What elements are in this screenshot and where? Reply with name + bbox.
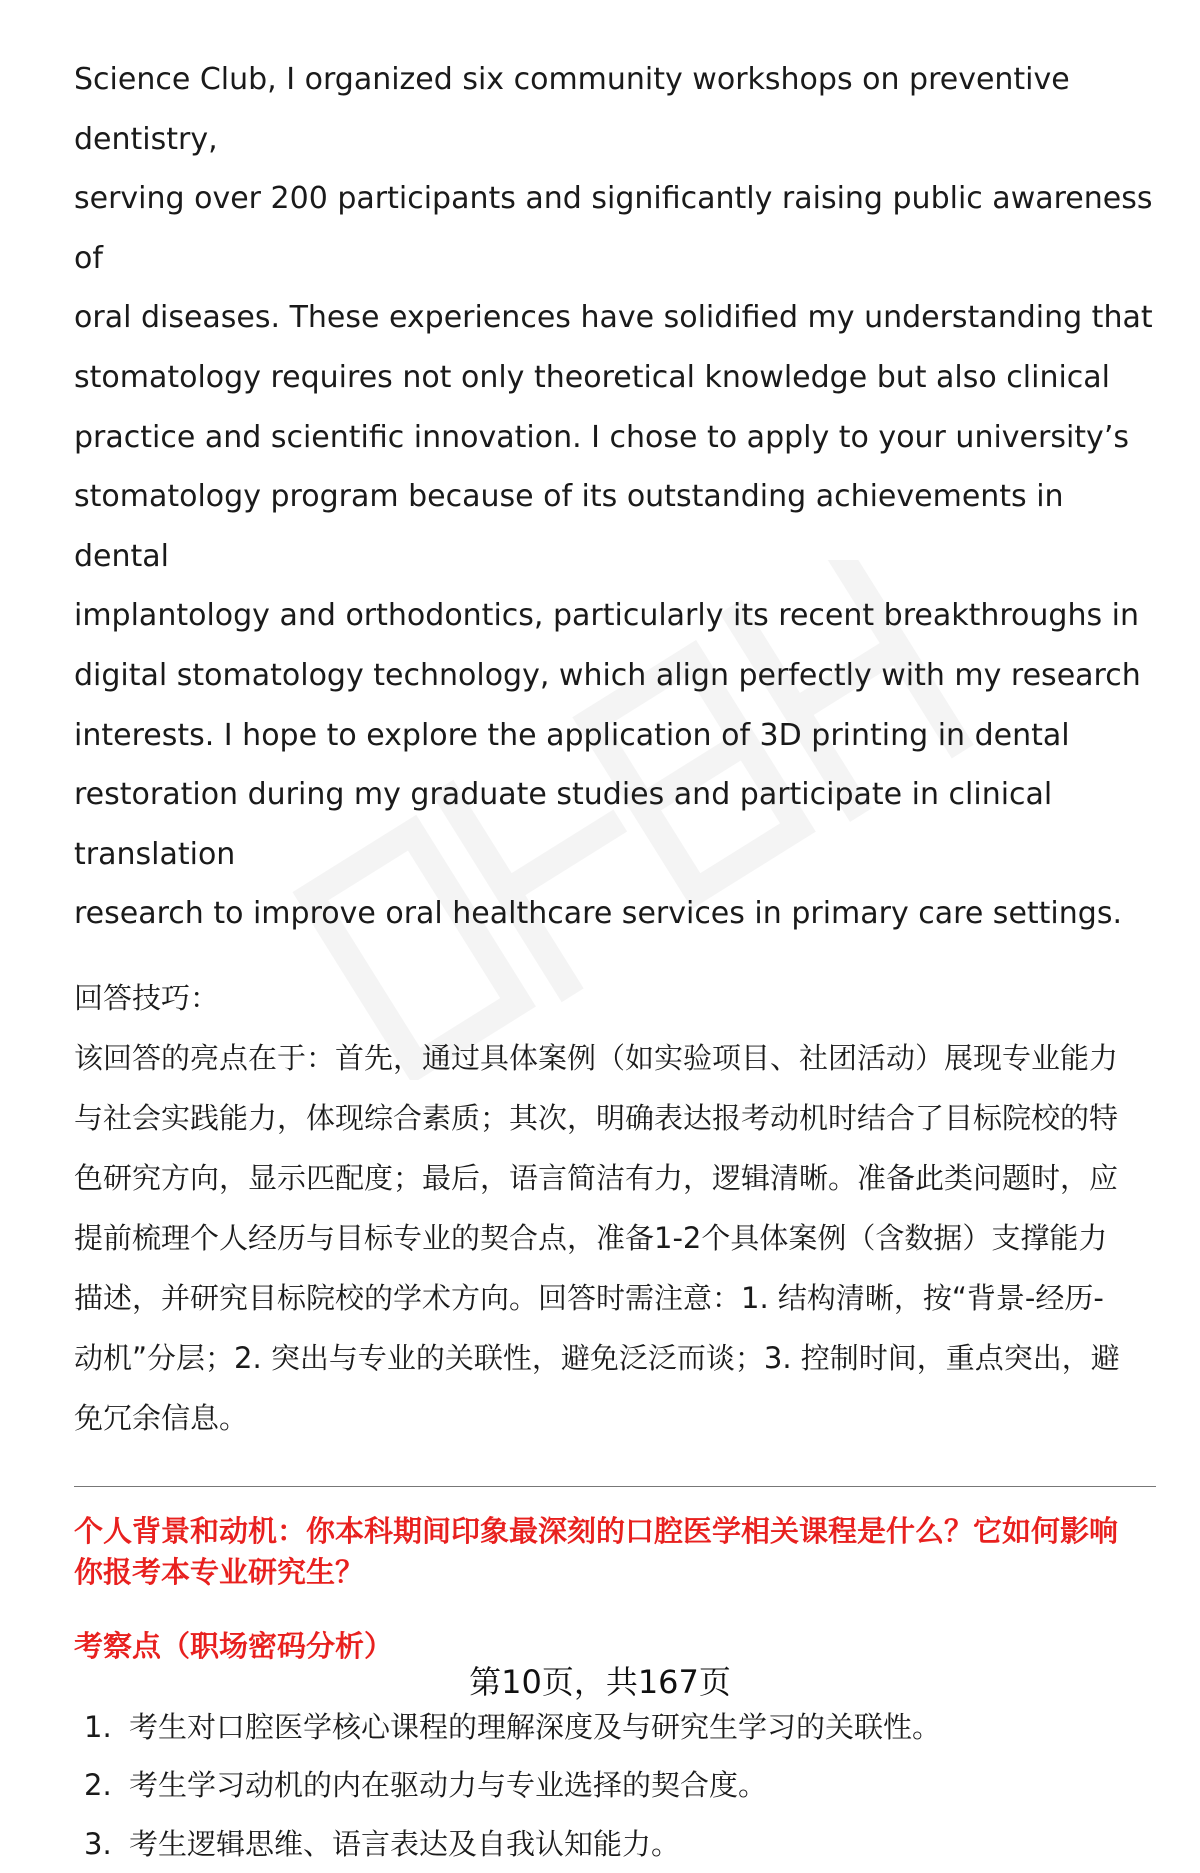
body-line: research to improve oral healthcare services in primary care settings. [74, 896, 1122, 932]
list-item [74, 1698, 1156, 1757]
tips-line: 提前梳理个人经历与目标专业的契合点，准备1-2个具体案例（含数据）支撑能力 [74, 1220, 1108, 1255]
list-number: 3. [84, 1826, 112, 1861]
list-number: 2. [84, 1768, 112, 1803]
list-text: 考生学习动机的内在驱动力与专业选择的契合度。 [129, 1768, 768, 1803]
question-title [74, 1511, 1156, 1593]
body-line: serving over 200 participants and significantly raising public awareness of [74, 181, 1153, 276]
page-content [74, 50, 1156, 1873]
list-text: 考生逻辑思维、语言表达及自我认知能力。 [129, 1826, 681, 1861]
body-line: digital stomatology technology, which align perfectly with my research [74, 657, 1141, 693]
assessment-list [74, 1698, 1156, 1873]
tips-line: 该回答的亮点在于：首先，通过具体案例（如实验项目、社团活动）展现专业能力 [74, 1040, 1119, 1075]
tips-heading: 回答技巧： [74, 980, 220, 1015]
body-line: Science Club, I organized six community workshops on preventive dentistry, [74, 62, 1070, 157]
body-line: interests. I hope to explore the application of 3D printing in dental [74, 717, 1070, 753]
tips-line: 免冗余信息。 [74, 1400, 249, 1435]
body-line: stomatology requires not only theoretical knowledge but also clinical [74, 359, 1111, 395]
body-line: practice and scientific innovation. I chose to apply to your university’s [74, 419, 1129, 455]
list-number: 1. [84, 1709, 112, 1744]
question-line: 个人背景和动机：你本科期间印象最深刻的口腔医学相关课程是什么？它如何影响 [74, 1513, 1119, 1548]
body-paragraph [74, 50, 1156, 944]
assessment-heading: 考察点（职场密码分析） [74, 1628, 394, 1663]
body-line: oral diseases. These experiences have solidified my understanding that [74, 300, 1153, 336]
tips-line: 动机”分层；2. 突出与专业的关联性，避免泛泛而谈；3. 控制时间，重点突出，避 [74, 1340, 1120, 1375]
tips-line: 描述，并研究目标院校的学术方向。回答时需注意：1. 结构清晰，按“背景-经历- [74, 1280, 1104, 1315]
question-line: 你报考本专业研究生？ [74, 1554, 365, 1589]
body-line: implantology and orthodontics, particularly its recent breakthroughs in [74, 598, 1139, 634]
list-text: 考生对口腔医学核心课程的理解深度及与研究生学习的关联性。 [129, 1709, 942, 1744]
body-line: stomatology program because of its outstanding achievements in dental [74, 479, 1064, 574]
section-divider [74, 1486, 1156, 1487]
tips-line: 色研究方向，显示匹配度；最后，语言简洁有力，逻辑清晰。准备此类问题时，应 [74, 1160, 1119, 1195]
page-number: 第10页，共167页 [469, 1663, 731, 1701]
tips-line: 与社会实践能力，体现综合素质；其次，明确表达报考动机时结合了目标院校的特 [74, 1100, 1119, 1135]
list-item [74, 1756, 1156, 1815]
list-item [74, 1815, 1156, 1873]
body-line: restoration during my graduate studies and participate in clinical translation [74, 777, 1053, 872]
tips-paragraph [74, 1028, 1156, 1448]
